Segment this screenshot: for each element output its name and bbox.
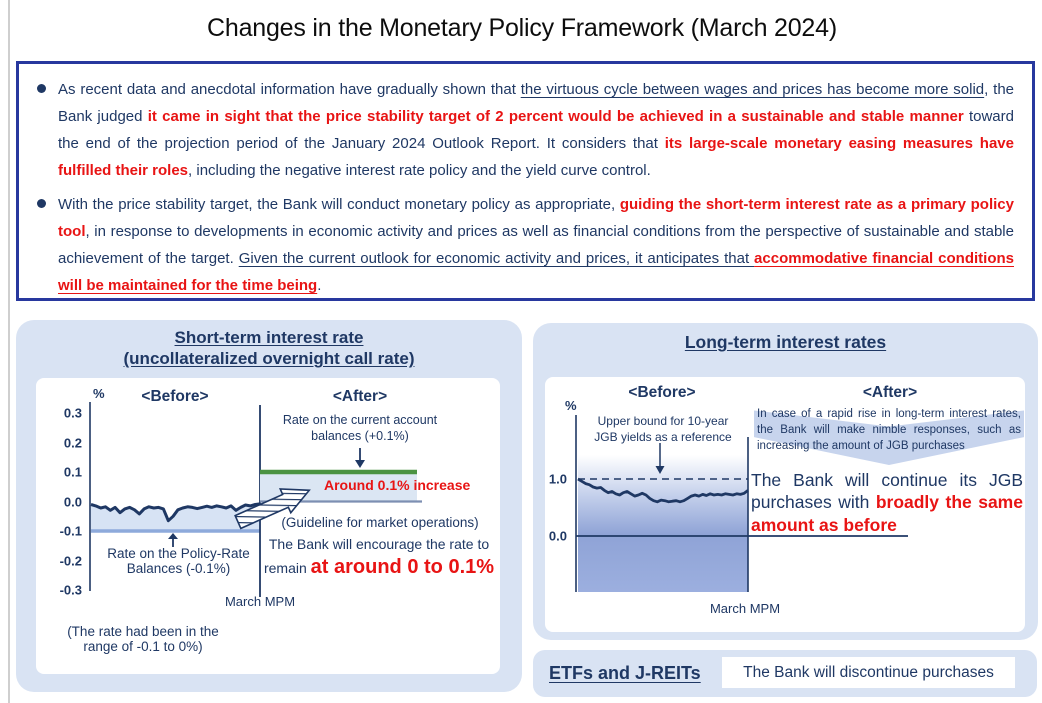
policy-rate-annotation: Rate on the Policy-Rate Balances (-0.1%): [107, 546, 250, 576]
encourage-highlight: at around 0 to 0.1%: [310, 555, 495, 578]
page-edge-line: [8, 0, 10, 703]
y-axis-unit: %: [93, 386, 105, 401]
jgb-purchase-statement: [751, 469, 1023, 536]
guideline-title: (Guideline for market operations): [281, 515, 479, 530]
summary-bullet-1: [31, 76, 1014, 184]
etf-jreit-label: ETFs and J-REITs: [549, 663, 701, 683]
summary-bullet-2-text: With the price stability target, the Bank will conduct monetary policy as appropriate, guiding the short-term interest rate as a primary policy tool, in response to developments in economic activity and prices as well as financial conditions from the perspective of sustainable and stable achievement of the target. Given the current outlook for economic activity and prices, it anticipates that accommodative financial conditions will be maintained for the time being.: [58, 196, 1014, 294]
summary-bullet-2: [31, 191, 1014, 299]
bullet-icon: [37, 199, 46, 208]
after-header: <After>: [862, 384, 918, 401]
page-title: Changes in the Monetary Policy Framework (March 2024): [207, 14, 837, 42]
etf-jreit-statement: The Bank will discontinue purchases: [722, 657, 1015, 688]
nimble-response-text: In case of a rapid rise in long-term interest rates, the Bank will make nimble responses, such as increasing the amount of JGB purchases: [757, 408, 1021, 453]
summary-box: [16, 61, 1035, 301]
statement-highlight: broadly the same amount as before: [751, 492, 1023, 535]
before-header: <Before>: [628, 384, 696, 401]
long-term-panel-title: Long-term interest rates: [684, 332, 887, 352]
after-header: <After>: [332, 388, 388, 405]
etf-jreit-panel: [533, 650, 1037, 697]
short-term-rate-panel: [16, 320, 522, 692]
statement-normal: The Bank will continue its JGB purchases with: [751, 470, 1023, 513]
before-header: <Before>: [141, 388, 209, 405]
summary-bullet-1-text: As recent data and anecdotal information have gradually shown that the virtuous cycle between wages and prices has become more solid, the Bank judged it came in sight that the price stability target of 2 percent would be achieved in a sustainable and stable manner toward the end of the projection period of the January 2024 Outlook Report. It considers that its large-scale monetary easing measures have fulfilled their roles, including the negative interest rate policy and the yield curve control.: [58, 81, 1014, 179]
rate-range-footnote: (The rate had been in the range of -0.1 to 0%): [67, 624, 219, 654]
short-term-title-line2: (uncollateralized overnight call rate): [123, 349, 415, 369]
march-mpm-label: March MPM: [224, 594, 296, 609]
current-account-annotation: Rate on the current account balances (+0.1%): [282, 413, 438, 444]
bullet-icon: [37, 84, 46, 93]
short-term-panel-title: [16, 327, 522, 370]
y-axis-ticks: 0.3 0.2 0.1 0.0 -0.1 -0.2 -0.3: [59, 405, 82, 598]
jgb-shaded-area: [578, 455, 748, 592]
guideline-text: [256, 535, 502, 581]
down-arrow-icon: [355, 448, 365, 468]
encourage-prefix: remain: [263, 559, 311, 576]
y-axis-ticks: 1.0 0.0: [548, 471, 567, 544]
short-term-chart-area: [36, 378, 500, 674]
march-mpm-label: March MPM: [709, 601, 781, 616]
short-term-title-line1: Short-term interest rate: [174, 328, 364, 347]
long-term-chart-area: [545, 377, 1025, 632]
up-arrow-icon: [168, 533, 178, 547]
encourage-line1: The Bank will encourage the rate to: [268, 536, 490, 552]
y-axis-unit: %: [565, 398, 577, 413]
increase-note: Around 0.1% increase: [324, 477, 471, 493]
upper-bound-annotation: Upper bound for 10-year JGB yields as a reference: [594, 414, 732, 444]
long-term-rates-panel: [533, 323, 1038, 640]
